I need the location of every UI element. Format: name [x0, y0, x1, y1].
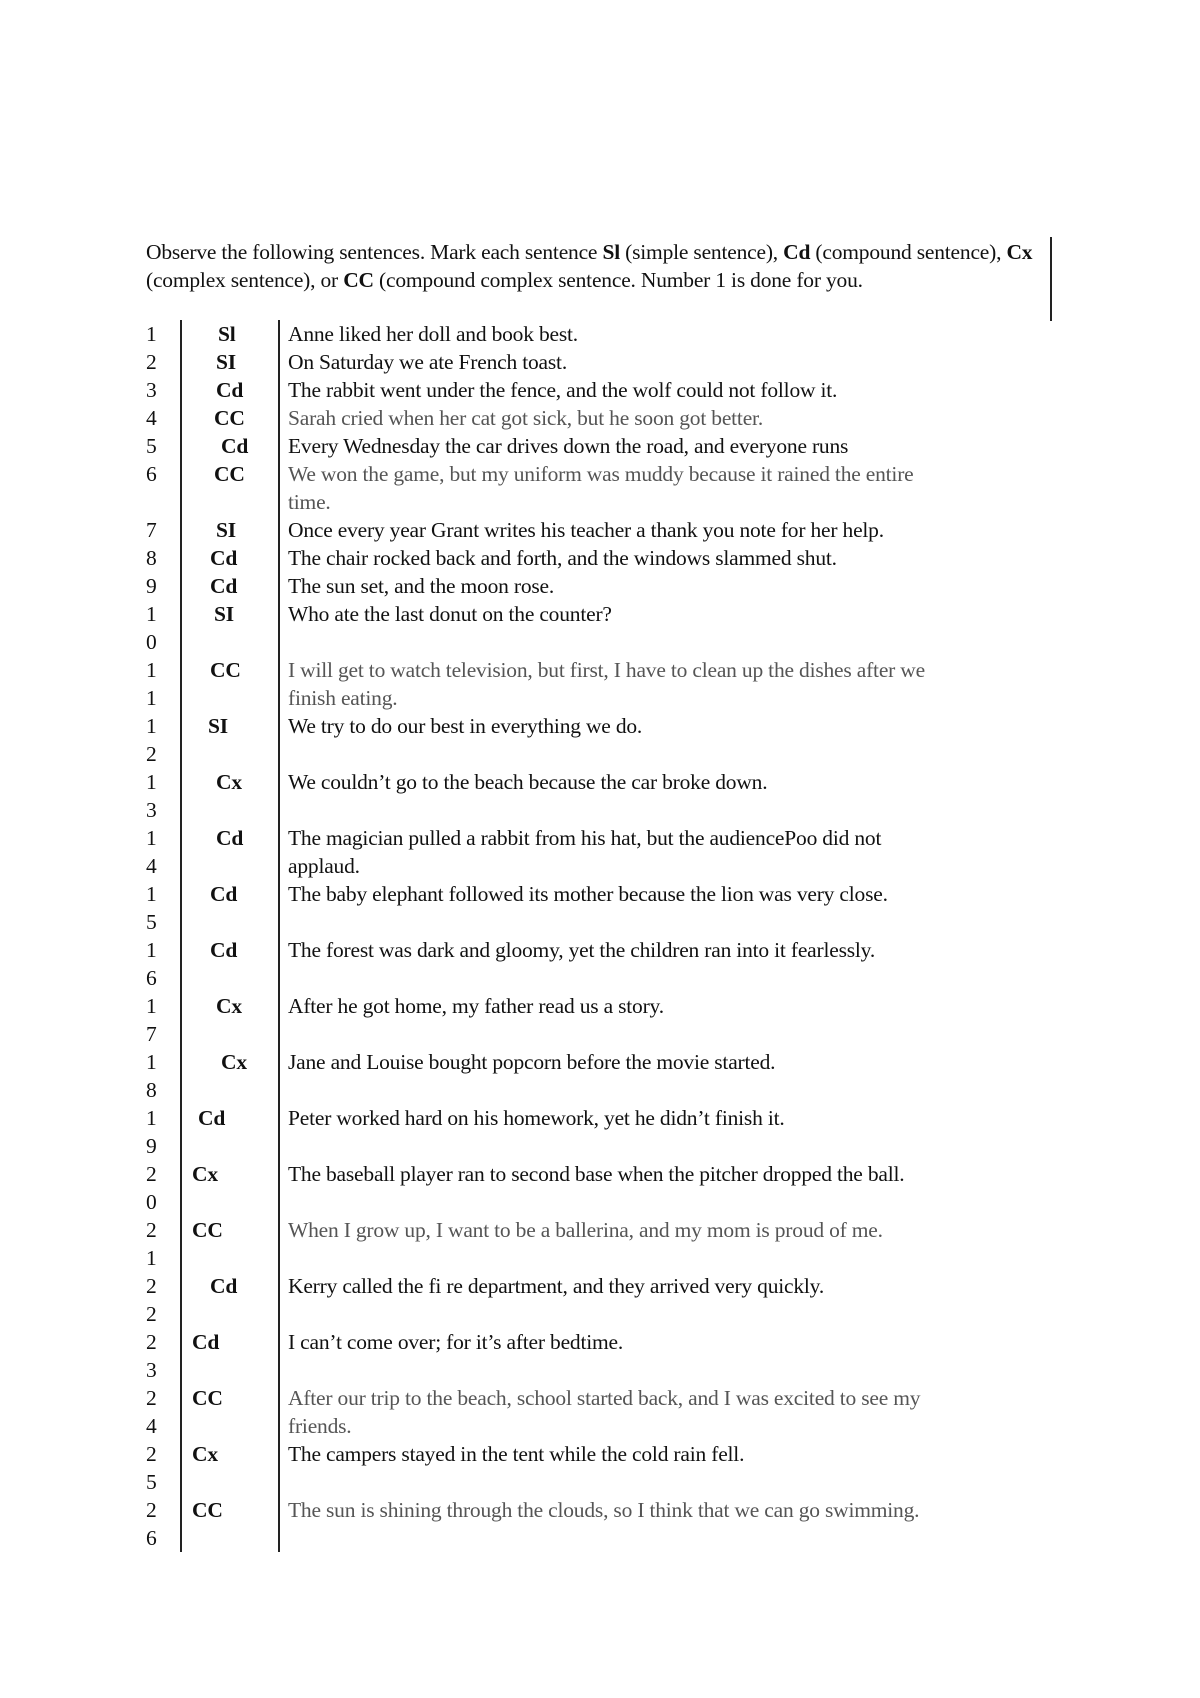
table-row [146, 460, 1046, 516]
row-sentence: We couldn’t go to the beach because the car broke down. [288, 770, 768, 794]
row-sentence: Sarah cried when her cat got sick, but he soon got better. [288, 406, 763, 430]
row-sentence: The baby elephant followed its mother because the lion was very close. [288, 882, 888, 906]
row-sentence: Every Wednesday the car drives down the road, and everyone runs [288, 434, 849, 458]
row-label: Cd [210, 546, 238, 570]
table-row [146, 544, 1046, 572]
row-number: 1 [146, 1106, 157, 1130]
row-number: 3 [146, 378, 157, 402]
row-number-second-digit: 1 [146, 1246, 157, 1270]
row-label: CC [210, 658, 241, 682]
row-sentence: We try to do our best in everything we do. [288, 714, 643, 738]
row-number: 2 [146, 1386, 157, 1410]
table-row [146, 516, 1046, 544]
row-sentence: Once every year Grant writes his teacher a thank you note for her help. [288, 518, 884, 542]
table-row [146, 768, 1046, 824]
row-number-second-digit: 3 [146, 798, 157, 822]
table-row [146, 1104, 1046, 1160]
row-number: 2 [146, 1330, 157, 1354]
row-sentence: The sun set, and the moon rose. [288, 574, 555, 598]
row-label: CC [214, 406, 245, 430]
table-row [146, 824, 1046, 880]
instructions-cd-code: Cd [783, 240, 811, 264]
row-sentence: I will get to watch television, but first, I have to clean up the dishes after we [288, 658, 925, 682]
row-label: Cd [210, 882, 238, 906]
row-label: CC [192, 1386, 223, 1410]
table-row [146, 712, 1046, 768]
row-number-second-digit: 6 [146, 1526, 157, 1550]
row-number: 1 [146, 1050, 157, 1074]
row-sentence: Kerry called the fi re department, and they arrived very quickly. [288, 1274, 825, 1298]
table-row [146, 320, 1046, 348]
row-label: Cd [221, 434, 249, 458]
table-row [146, 1496, 1046, 1552]
row-number-second-digit: 0 [146, 1190, 157, 1214]
row-number: 6 [146, 462, 157, 486]
table-row [146, 992, 1046, 1048]
row-label: CC [192, 1218, 223, 1242]
row-label: Cx [192, 1442, 218, 1466]
table-row [146, 936, 1046, 992]
row-number: 2 [146, 1218, 157, 1242]
row-sentence: Peter worked hard on his homework, yet he didn’t finish it. [288, 1106, 785, 1130]
row-number-second-digit: 8 [146, 1078, 157, 1102]
row-label: SI [208, 714, 228, 738]
table-row [146, 376, 1046, 404]
row-sentence-continued: friends. [288, 1414, 352, 1438]
row-label: Cd [210, 574, 238, 598]
row-number: 1 [146, 994, 157, 1018]
row-label: Cx [221, 1050, 247, 1074]
row-number-second-digit: 2 [146, 1302, 157, 1326]
row-sentence-continued: finish eating. [288, 686, 398, 710]
instructions-text-5: (compound complex sentence. Number 1 is done for you. [373, 268, 863, 292]
row-sentence-continued: time. [288, 490, 331, 514]
row-label: CC [192, 1498, 223, 1522]
row-sentence-continued: applaud. [288, 854, 360, 878]
row-number: 1 [146, 826, 157, 850]
instructions-right-rule [1050, 237, 1052, 321]
row-number: 7 [146, 518, 157, 542]
instructions-cx-code: Cx [1006, 240, 1033, 264]
table-row [146, 1216, 1046, 1272]
row-number-second-digit: 5 [146, 1470, 157, 1494]
table-row [146, 1440, 1046, 1496]
row-sentence: After our trip to the beach, school started back, and I was excited to see my [288, 1386, 921, 1410]
row-label: Cd [198, 1106, 226, 1130]
row-sentence: Who ate the last donut on the counter? [288, 602, 612, 626]
row-label: SI [216, 350, 236, 374]
row-number: 1 [146, 714, 157, 738]
table-row [146, 404, 1046, 432]
row-sentence: The magician pulled a rabbit from his hat, but the audiencePoo did not [288, 826, 882, 850]
row-label: Cd [210, 1274, 238, 1298]
row-sentence: Jane and Louise bought popcorn before the movie started. [288, 1050, 776, 1074]
row-label: Cx [216, 994, 242, 1018]
table-row [146, 348, 1046, 376]
row-sentence: On Saturday we ate French toast. [288, 350, 567, 374]
row-sentence: The rabbit went under the fence, and the wolf could not follow it. [288, 378, 838, 402]
row-sentence: I can’t come over; for it’s after bedtime. [288, 1330, 624, 1354]
row-number: 1 [146, 770, 157, 794]
row-number: 2 [146, 350, 157, 374]
row-sentence: When I grow up, I want to be a ballerina, and my mom is proud of me. [288, 1218, 883, 1242]
row-number: 1 [146, 322, 157, 346]
sentence-table [146, 320, 1046, 1552]
row-label: Cd [216, 826, 244, 850]
table-row [146, 432, 1046, 460]
instructions-sl-code: Sl [602, 240, 620, 264]
row-number: 1 [146, 938, 157, 962]
row-number-second-digit: 9 [146, 1134, 157, 1158]
row-sentence: The sun is shining through the clouds, so I think that we can go swimming. [288, 1498, 920, 1522]
row-number: 2 [146, 1442, 157, 1466]
table-row [146, 1160, 1046, 1216]
row-label: CC [214, 462, 245, 486]
row-number: 2 [146, 1498, 157, 1522]
row-sentence: After he got home, my father read us a story. [288, 994, 664, 1018]
row-number: 1 [146, 658, 157, 682]
instructions-paragraph [146, 238, 1036, 294]
table-row [146, 880, 1046, 936]
table-row [146, 600, 1046, 656]
row-label: Cx [216, 770, 242, 794]
row-number-second-digit: 7 [146, 1022, 157, 1046]
row-number-second-digit: 1 [146, 686, 157, 710]
row-sentence: The campers stayed in the tent while the cold rain fell. [288, 1442, 745, 1466]
row-sentence: The forest was dark and gloomy, yet the children ran into it fearlessly. [288, 938, 876, 962]
row-sentence: Anne liked her doll and book best. [288, 322, 578, 346]
table-row [146, 1328, 1046, 1384]
instructions-cc-code: CC [343, 268, 374, 292]
row-number: 1 [146, 602, 157, 626]
row-label: SI [214, 602, 234, 626]
row-label: Cd [192, 1330, 220, 1354]
row-number-second-digit: 2 [146, 742, 157, 766]
row-number-second-digit: 6 [146, 966, 157, 990]
row-number: 5 [146, 434, 157, 458]
row-number: 1 [146, 882, 157, 906]
instructions-text-1: Observe the following sentences. Mark each sentence [146, 240, 603, 264]
row-number-second-digit: 0 [146, 630, 157, 654]
row-label: Sl [218, 322, 236, 346]
row-label: Cx [192, 1162, 218, 1186]
row-number-second-digit: 4 [146, 854, 157, 878]
row-number: 4 [146, 406, 157, 430]
row-number: 9 [146, 574, 157, 598]
table-row [146, 1272, 1046, 1328]
row-label: SI [216, 518, 236, 542]
instructions-text-3: (compound sentence), [810, 240, 1007, 264]
row-number-second-digit: 4 [146, 1414, 157, 1438]
table-row [146, 572, 1046, 600]
row-number-second-digit: 5 [146, 910, 157, 934]
row-number: 8 [146, 546, 157, 570]
row-label: Cd [210, 938, 238, 962]
table-row [146, 656, 1046, 712]
row-number: 2 [146, 1274, 157, 1298]
row-sentence: The baseball player ran to second base when the pitcher dropped the ball. [288, 1162, 905, 1186]
table-row [146, 1048, 1046, 1104]
row-sentence: The chair rocked back and forth, and the windows slammed shut. [288, 546, 837, 570]
row-sentence: We won the game, but my uniform was muddy because it rained the entire [288, 462, 914, 486]
instructions-text-4: (complex sentence), or [146, 268, 344, 292]
row-label: Cd [216, 378, 244, 402]
row-number-second-digit: 3 [146, 1358, 157, 1382]
row-number: 2 [146, 1162, 157, 1186]
table-row [146, 1384, 1046, 1440]
instructions-text-2: (simple sentence), [619, 240, 784, 264]
